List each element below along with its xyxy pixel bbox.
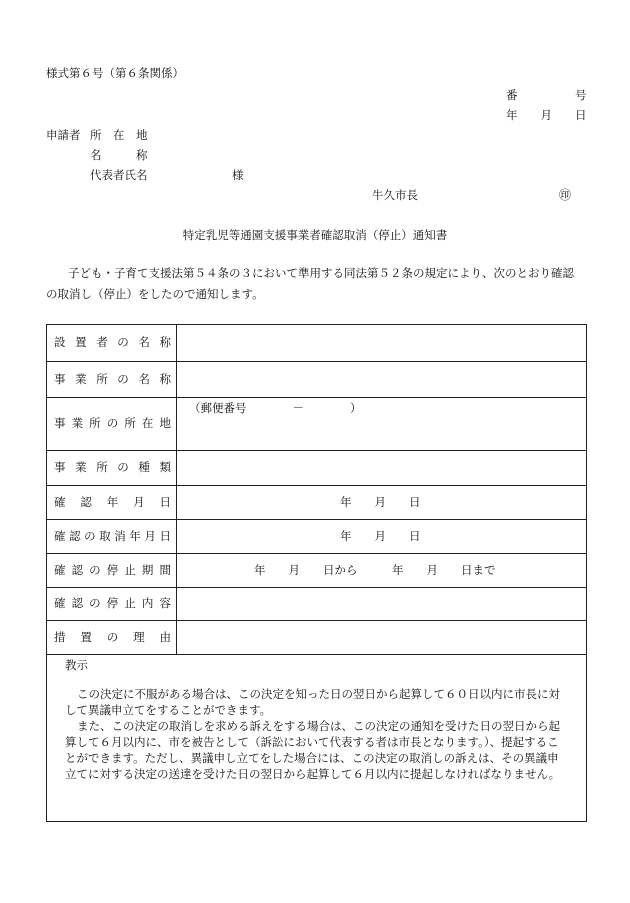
row-label-office-address: 事業所の所在地 <box>54 415 171 432</box>
notice-p1-line-1: この決定に不服がある場合は、この決定を知った日の翌日から起算して６０日以内に市長に対 <box>77 686 560 702</box>
issuer-label: 牛久市長 <box>372 187 418 203</box>
notice-p1-line-2: して異議申立てをすることができます。 <box>65 702 272 718</box>
row-value-office-name <box>177 362 586 397</box>
notice-section <box>47 655 586 821</box>
table-row <box>47 486 586 520</box>
notice-p2-line-2: 算して６月以内に、市を被告として（訴訟において代表する者は市長となります。）、提起するこ <box>65 734 559 750</box>
postal-code-placeholder: （郵便番号 － ） <box>189 400 362 416</box>
intro-line-2: の取消し（停止）をしたので通知します。 <box>46 286 264 302</box>
cancel-date-value: 年 月 日 <box>340 528 421 544</box>
notice-p2-line-3: とができます。ただし、異議申し立てをした場合には、この決定の取消しの訴えは、その異議申 <box>65 750 559 766</box>
document-number-label: 番 号 <box>506 87 587 103</box>
document-date-label: 年 月 日 <box>506 107 587 123</box>
suspension-period-value: 年 月 日から 年 月 日まで <box>254 562 496 578</box>
table-row <box>47 520 586 554</box>
details-table <box>46 324 587 822</box>
notice-p2-line-1: また、この決定の取消しを求める訴えをする場合は、この決定の通知を受けた日の翌日から起 <box>77 718 560 734</box>
applicant-address-label: 所 在 地 <box>90 127 148 143</box>
intro-line-1: 子ども・子育て支援法第５４条の３において準用する同法第５２条の規定により、次のとおり確認 <box>68 265 574 281</box>
notice-title: 教示 <box>65 657 88 673</box>
table-row <box>47 362 586 398</box>
row-label-office-type: 事業所の種類 <box>54 459 171 476</box>
row-label-reason: 措置の理由 <box>54 628 171 645</box>
sama-label: 様 <box>232 167 244 183</box>
table-row <box>47 325 586 362</box>
confirm-date-value: 年 月 日 <box>340 494 421 510</box>
representative-label: 代表者氏名 <box>90 167 148 183</box>
row-value-office-type <box>177 451 586 485</box>
row-label-setter-name: 設置者の名称 <box>54 334 171 351</box>
applicant-label: 申請者 <box>46 127 81 143</box>
form-number: 様式第６号（第６条関係） <box>46 65 184 81</box>
row-value-suspension-content <box>177 588 586 620</box>
table-row <box>47 398 586 451</box>
applicant-name-label: 名 称 <box>90 147 148 163</box>
row-value-setter-name <box>177 325 586 361</box>
document-title: 特定乳児等通園支援事業者確認取消（停止）通知書 <box>182 227 448 243</box>
table-row <box>47 451 586 486</box>
row-label-office-name: 事業所の名称 <box>54 370 171 387</box>
row-label-suspension-content: 確認の停止内容 <box>54 595 171 612</box>
table-row <box>47 588 586 621</box>
row-label-cancel-date: 確認の取消年月日 <box>54 527 171 544</box>
row-label-suspension-period: 確認の停止期間 <box>54 561 171 578</box>
seal-mark: ㊞ <box>559 186 572 203</box>
row-label-confirm-date: 確認年月日 <box>54 493 171 510</box>
row-value-reason <box>177 621 586 654</box>
table-row <box>47 554 586 588</box>
notice-p2-line-4: 立てに対する決定の送達を受けた日の翌日から起算して６月以内に提起しなければなりません。 <box>65 766 561 782</box>
table-row <box>47 621 586 655</box>
